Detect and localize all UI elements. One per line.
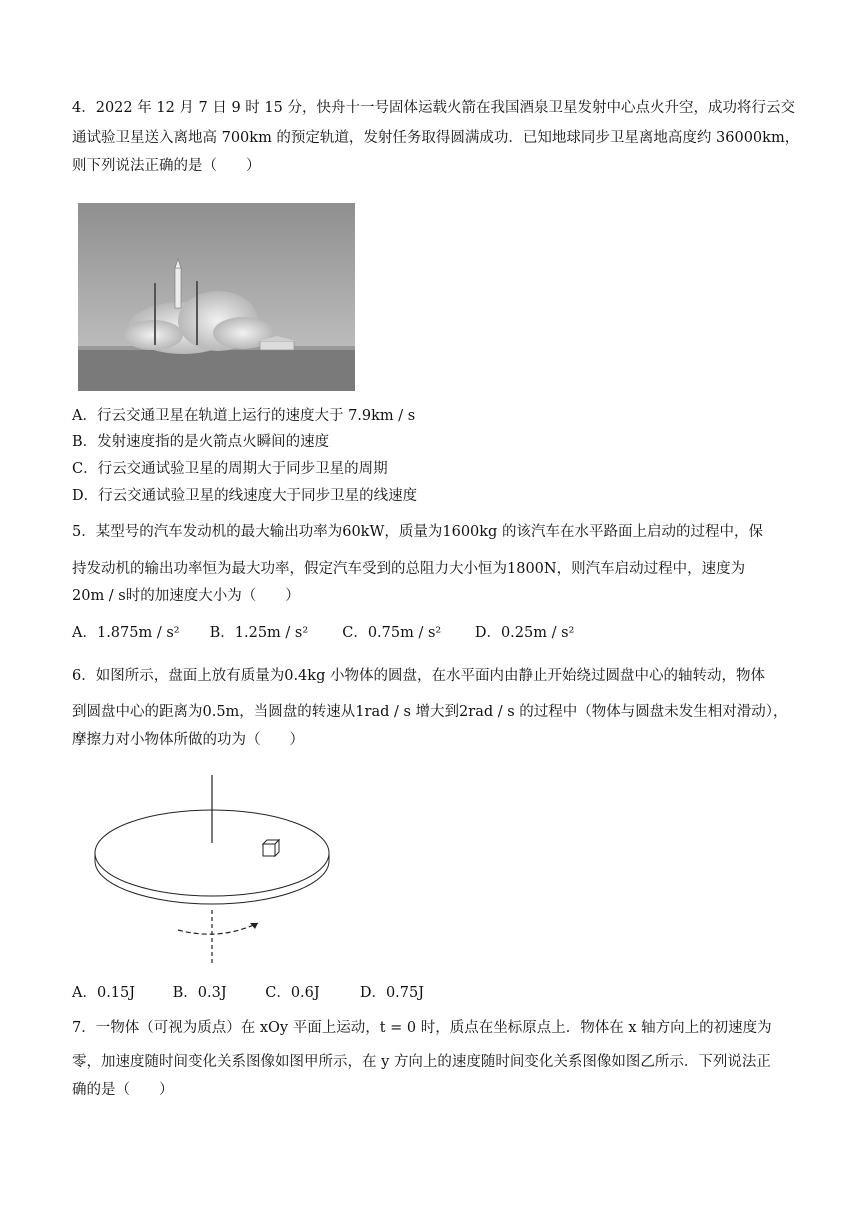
q6-stem-line-1: 6．如图所示，盘面上放有质量为0.4kg 小物体的圆盘，在水平面内由静止开始绕过圆盘中心的轴转动，物体 xyxy=(72,668,765,684)
q5-stem-line-3: 20m / s时的加速度大小为（ ） xyxy=(72,588,300,604)
q4-stem-line-3: 则下列说法正确的是（ ） xyxy=(72,158,261,174)
rocket-launch-photo xyxy=(78,203,355,391)
q7-stem-line-3: 确的是（ ） xyxy=(72,1082,174,1098)
q5-option-d: D．0.25m / s² xyxy=(474,625,575,641)
q4-option-b: B．发射速度指的是火箭点火瞬间的速度 xyxy=(72,434,330,450)
q6-stem-line-2: 到圆盘中心的距离为0.5m，当圆盘的转速从1rad / s 增大到2rad / s 的过程中（物体与圆盘未发生相对滑动）， xyxy=(72,704,788,720)
q4-stem-line-2: 通试验卫星送入离地高 700km 的预定轨道，发射任务取得圆满成功．已知地球同步卫星离地高度约 36000km， xyxy=(72,130,800,146)
q4-option-d: D．行云交通试验卫星的线速度大于同步卫星的线速度 xyxy=(72,488,418,504)
q5-option-a: A．1.875m / s² xyxy=(72,625,180,641)
q5-stem-line-2: 持发动机的输出功率恒为最大功率，假定汽车受到的总阻力大小恒为1800N，则汽车启动过程中，速度为 xyxy=(72,561,746,577)
q6-option-c: C．0.6J xyxy=(265,985,320,1001)
q5-stem-line-1: 5．某型号的汽车发动机的最大输出功率为60kW，质量为1600kg 的该汽车在水平路面上启动的过程中，保 xyxy=(72,524,763,540)
q6-option-a: A．0.15J xyxy=(72,985,136,1001)
q6-stem-line-3: 摩擦力对小物体所做的功为（ ） xyxy=(72,732,304,748)
q4-option-a: A．行云交通卫星在轨道上运行的速度大于 7.9km / s xyxy=(72,408,416,424)
q7-stem-line-1: 7．一物体（可视为质点）在 xOy 平面上运动，t = 0 时，质点在坐标原点上．物体在 x 轴方向上的初速度为 xyxy=(72,1020,772,1036)
q6-option-d: D．0.75J xyxy=(359,985,425,1001)
q7-stem-line-2: 零，加速度随时间变化关系图像如图甲所示，在 y 方向上的速度随时间变化关系图像如图乙所示．下列说法正 xyxy=(72,1054,771,1070)
q6-options-row xyxy=(72,983,424,1003)
q5-option-b: B．1.25m / s² xyxy=(209,625,309,641)
q5-options-row xyxy=(72,623,574,643)
rotating-disc-diagram xyxy=(90,775,335,970)
q4-stem-line-1: 4．2022 年 12 月 7 日 9 时 15 分，快舟十一号固体运载火箭在我国酒泉卫星发射中心点火升空，成功将行云交 xyxy=(72,100,795,116)
q4-option-c: C．行云交通试验卫星的周期大于同步卫星的周期 xyxy=(72,461,388,477)
q6-option-b: B．0.3J xyxy=(172,985,227,1001)
q5-option-c: C．0.75m / s² xyxy=(342,625,442,641)
